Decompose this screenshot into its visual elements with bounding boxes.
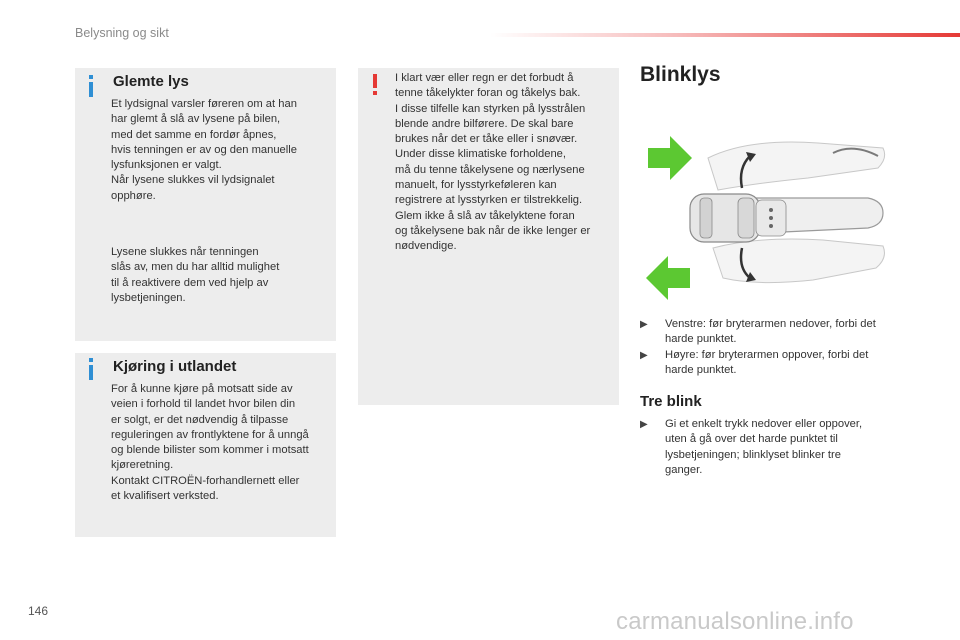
warning-box-taakelys <box>358 68 619 405</box>
bullet-arrow-icon: ▶ <box>640 319 648 330</box>
section-title: Belysning og sikt <box>75 26 169 40</box>
header-accent-line <box>490 33 960 37</box>
warning-text: I klart vær eller regn er det forbudt å tenne tåkelykter foran og tåkelys bak. I disse tilfelle kan styrken på lysstrålen blende andre bilførere. De skal bare brukes når det er tåke eller i snøvær. Under disse klimatiske forholdene, må du tenne tåkelysene og nærlysene manuelt, for lysstyrkeføleren kan registrere at lysstyrken er tilstrekkelig. Glem ikke å slå av tåkelyktene foran og tåkelysene bak når de ikke lenger er nødvendige. <box>395 72 591 253</box>
blinklys-bullet-left: Venstre: før bryterarmen nedover, forbi det harde punktet. <box>665 318 876 346</box>
info-marker-icon <box>89 75 93 97</box>
glemte-lys-text: Et lydsignal varsler føreren om at han har glemt å slå av lysene på bilen, med det samme en fordør åpnes, hvis tenningen er av og den manuelle lysfunksjonen er valgt. Når lysene slukkes vil lydsignalet opphøre. <box>111 98 297 202</box>
info-marker-icon <box>89 358 93 380</box>
kjoring-utlandet-text: For å kunne kjøre på motsatt side av veien i forhold til landet hvor bilen din er solgt, er det nødvendig å tilpasse reguleringen av frontlyktene for å unngå og blende bilister som kommer i motsatt kjøreretning. Kontakt CITROËN-forhandlernett eller et kvalifisert verksted. <box>111 383 309 503</box>
indicator-stalk-illustration <box>638 118 900 303</box>
info-box-glemte-lys <box>75 68 336 341</box>
page-number: 146 <box>28 604 49 618</box>
list-item <box>640 317 930 349</box>
blinklys-bullet-right: Høyre: før bryterarmen oppover, forbi det harde punktet. <box>665 349 869 377</box>
bullet-arrow-icon: ▶ <box>640 350 648 361</box>
tre-blink-bullet: Gi et enkelt trykk nedover eller oppover, uten å gå over det harde punktet til lysbetjeningen; blinklyset blinker tre ganger. <box>665 418 863 476</box>
heading-tre-blink: Tre blink <box>640 393 702 410</box>
info-box-kjoring-utlandet <box>75 353 336 537</box>
box-title-kjoring-utlandet: Kjøring i utlandet <box>113 358 237 375</box>
bullet-arrow-icon: ▶ <box>640 419 648 430</box>
green-arrow-left-icon <box>646 256 690 300</box>
glemte-lys-note: Lysene slukkes når tenningen slås av, men du har alltid mulighet til å reaktivere dem ved hjelp av lysbetjeningen. <box>111 246 280 304</box>
green-arrow-right-icon <box>648 136 692 180</box>
watermark: carmanualsonline.info <box>616 608 854 635</box>
list-item <box>640 348 930 380</box>
warning-marker-icon <box>373 74 377 96</box>
heading-blinklys: Blinklys <box>640 63 721 86</box>
list-item <box>640 417 930 481</box>
box-title-glemte-lys: Glemte lys <box>113 73 189 90</box>
